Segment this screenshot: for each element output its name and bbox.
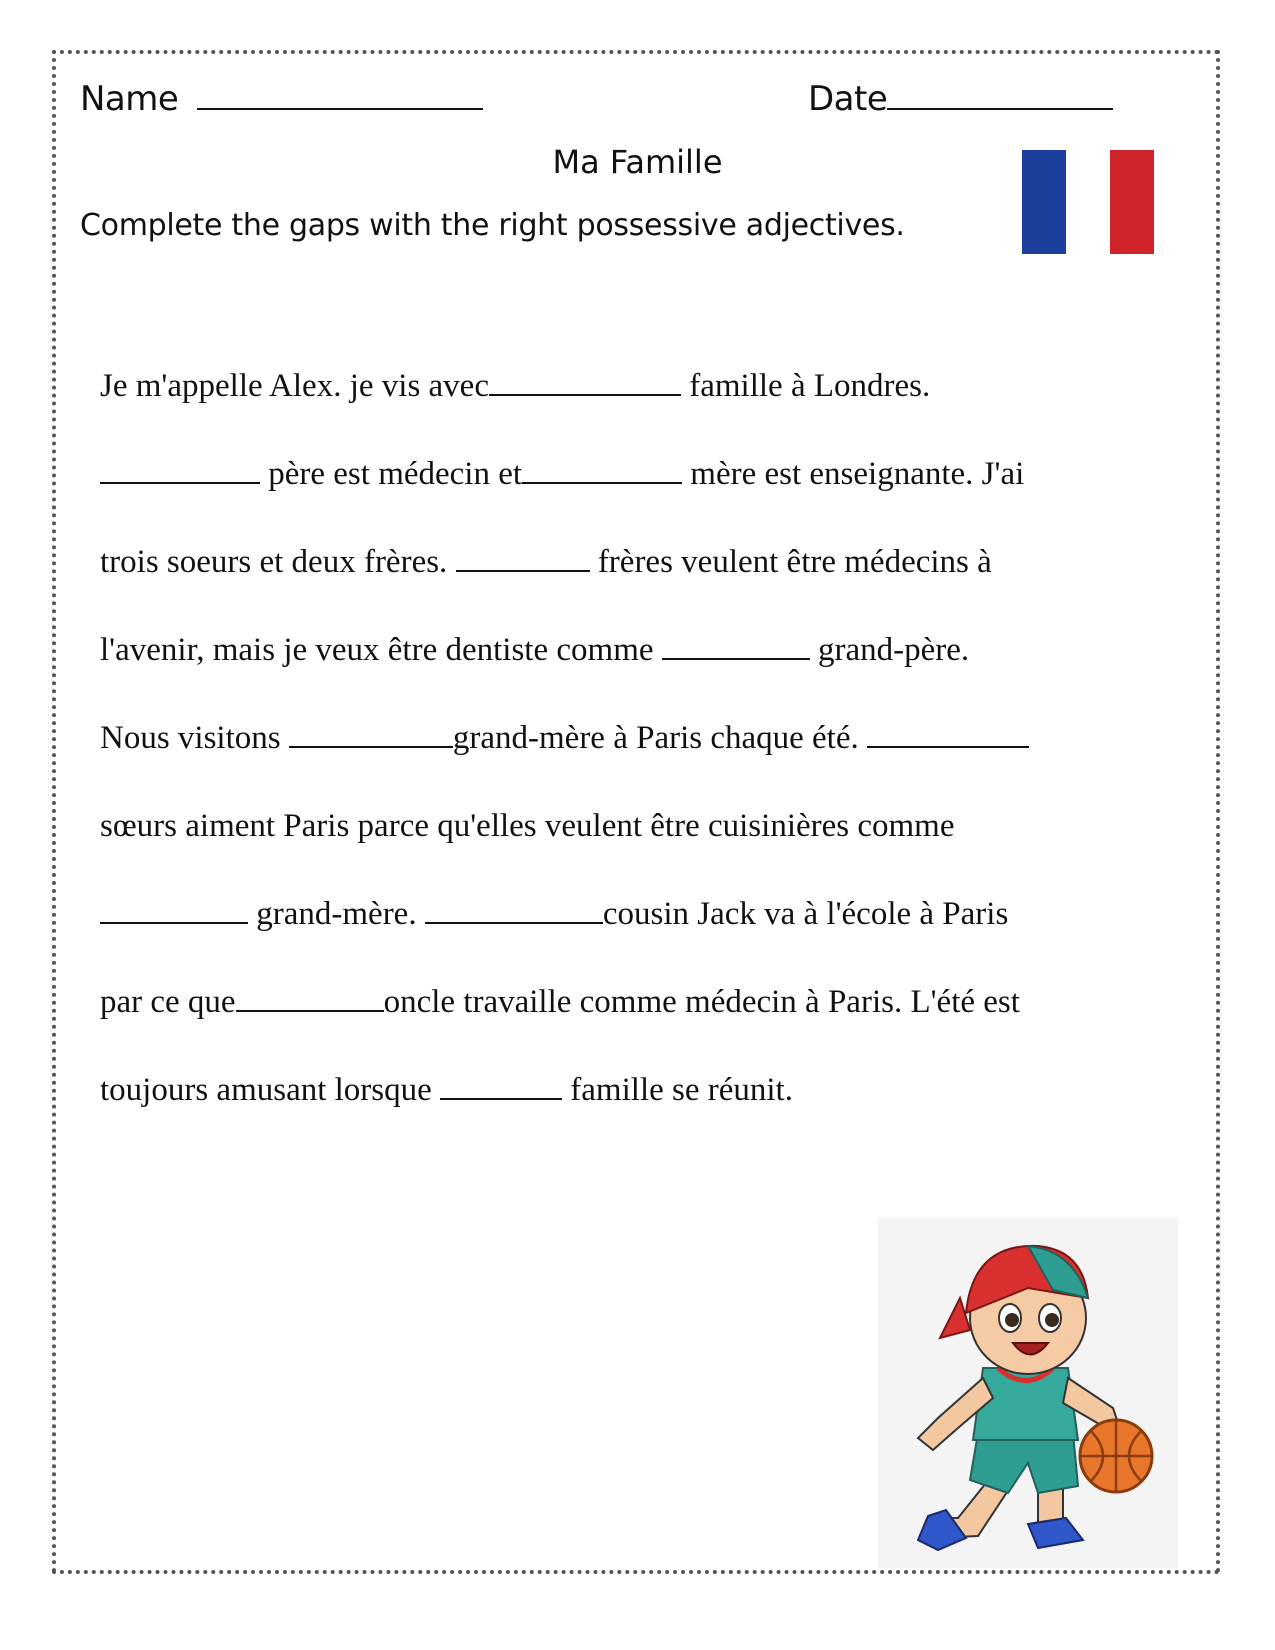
- answer-gap[interactable]: [425, 892, 603, 924]
- answer-gap[interactable]: [289, 716, 453, 748]
- passage-line-1: Je m'appelle Alex. je vis avec famille à Londres.: [100, 342, 1190, 430]
- answer-gap[interactable]: [489, 364, 681, 396]
- date-field[interactable]: [808, 78, 1113, 119]
- french-flag-icon: [1022, 150, 1154, 254]
- answer-gap[interactable]: [100, 892, 248, 924]
- passage-line-7: grand-mère. cousin Jack va à l'école à Paris: [100, 870, 1190, 958]
- passage-line-4: l'avenir, mais je veux être dentiste comme grand-père.: [100, 606, 1190, 694]
- date-label: Date: [808, 79, 888, 119]
- passage-line-3: trois soeurs et deux frères. frères veulent être médecins à: [100, 518, 1190, 606]
- passage-line-9: toujours amusant lorsque famille se réunit.: [100, 1046, 1190, 1134]
- passage-line-6: sœurs aiment Paris parce qu'elles veulent être cuisinières comme: [100, 808, 955, 844]
- page-title: Ma Famille: [552, 143, 723, 181]
- name-field[interactable]: [80, 78, 483, 119]
- passage-line-5: Nous visitons grand-mère à Paris chaque été.: [100, 694, 1190, 782]
- date-blank[interactable]: [887, 78, 1113, 110]
- answer-gap[interactable]: [456, 540, 590, 572]
- answer-gap[interactable]: [867, 716, 1029, 748]
- answer-gap[interactable]: [236, 980, 384, 1012]
- answer-gap[interactable]: [522, 452, 682, 484]
- passage-line-8: par ce que oncle travaille comme médecin à Paris. L'été est: [100, 958, 1190, 1046]
- name-label: Name: [80, 79, 179, 119]
- name-blank[interactable]: [197, 78, 483, 110]
- fill-in-passage: [100, 342, 1190, 1134]
- answer-gap[interactable]: [662, 628, 810, 660]
- passage-line-2: père est médecin et mère est enseignante. J'ai: [100, 430, 1190, 518]
- instructions: Complete the gaps with the right possessive adjectives.: [80, 208, 905, 243]
- answer-gap[interactable]: [440, 1068, 562, 1100]
- boy-basketball-icon: [878, 1218, 1178, 1568]
- answer-gap[interactable]: [100, 452, 260, 484]
